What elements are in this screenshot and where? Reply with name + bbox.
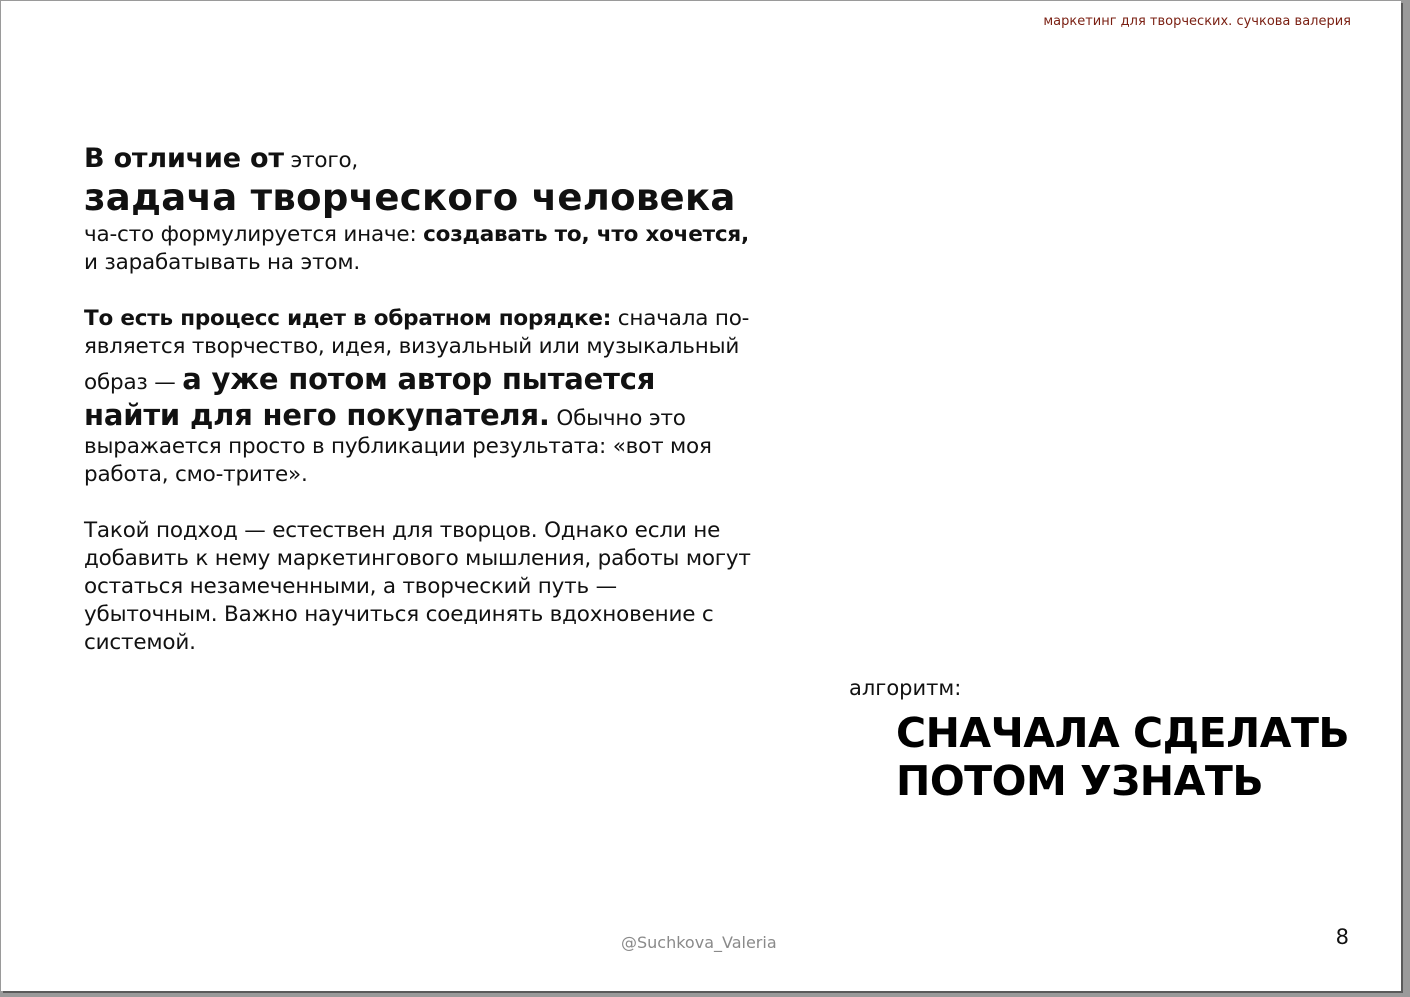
document-page xyxy=(1,1,1401,991)
algorithm-heading xyxy=(896,709,1349,805)
p2-bold-lead: То есть процесс идет в обратном порядке: xyxy=(84,306,612,331)
running-header: маркетинг для творческих. сучкова валерия xyxy=(1043,14,1351,29)
footer-handle: @Suchkova_Valeria xyxy=(621,933,777,952)
p1-rest-2: и зарабатывать на этом. xyxy=(84,250,361,275)
algorithm-line-1: СНАЧАЛА СДЕЛАТЬ xyxy=(896,709,1350,757)
p2-rest-2: Обычно это выражается просто в публикации результата: «вот моя работа, смо-трите». xyxy=(84,406,712,487)
p1-bold-phrase: создавать то, что хочется, xyxy=(423,222,749,247)
paragraph-1 xyxy=(84,145,756,277)
p1-rest-1: ча-сто формулируется иначе: xyxy=(84,222,424,247)
p1-lead-bold: В отличие от xyxy=(84,143,284,174)
algorithm-line-2: ПОТОМ УЗНАТЬ xyxy=(896,757,1264,805)
p1-lead-rest: этого, xyxy=(283,148,359,173)
p2-big-bold: а уже потом автор пытается найти для него покупателя. xyxy=(84,362,656,432)
p1-big-bold: задача творческого человека xyxy=(84,176,736,219)
page-number: 8 xyxy=(1335,925,1349,949)
algorithm-label: алгоритм: xyxy=(849,676,962,700)
paragraph-2 xyxy=(84,305,756,489)
main-text xyxy=(84,145,756,657)
p2-rest-1: сначала по-является творчество, идея, визуальный или музыкальный образ — xyxy=(84,306,750,395)
paragraph-3: Такой подход — естествен для творцов. Однако если не добавить к нему маркетингового мышления, работы могут остаться незамеченными, а творческий путь — убыточным. Важно научиться соединять вдохновение с системой. xyxy=(84,518,751,655)
